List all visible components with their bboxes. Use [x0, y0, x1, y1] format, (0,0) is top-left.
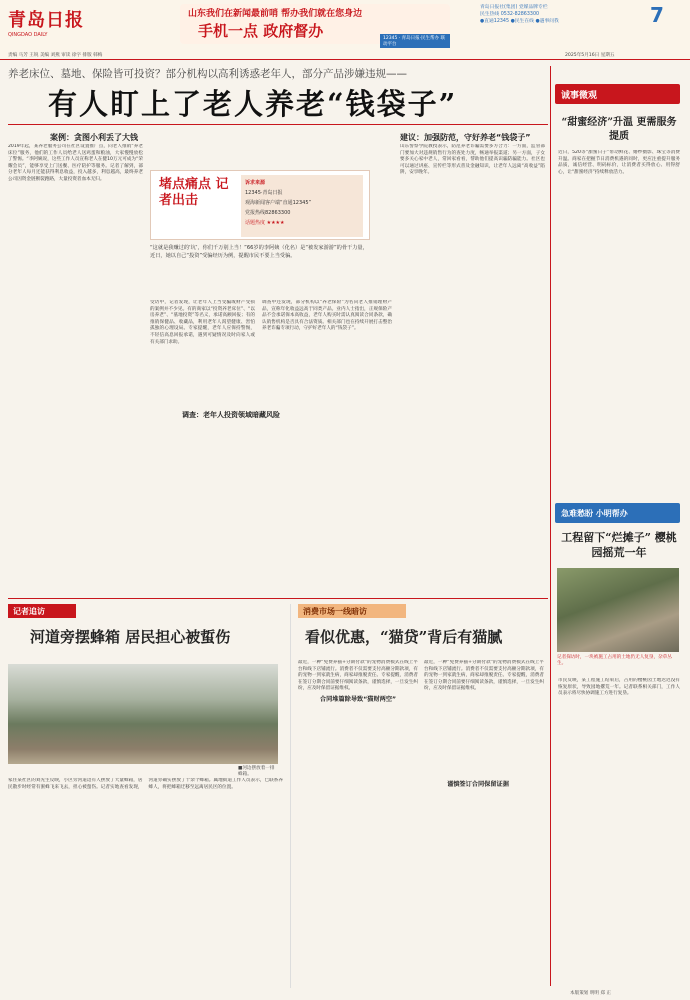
callout-source-title: 诉求来源: [245, 180, 266, 186]
consumer-tag: 消费市场一线暗访: [298, 604, 406, 618]
masthead: [0, 0, 690, 60]
column-divider: [550, 66, 551, 986]
lead-column-3: 调查中还发现，部分机构以“养老保险”为名向老人推销理财产品，宣称年化收益远高于同类产品。业内人士指出，正规保险产品不会承诺保本高收益，老年人购买时需认真阅读合同条款，确认销售机构是否具有合法资质。相关部门也在持续开展打击整治养老诈骗专项行动，守护好老年人的“钱袋子”。: [262, 300, 392, 332]
helpdesk-text: 市民反映，某工程施工结束后，占用的樱桃园土地迟迟没有恢复原状，导致园地撂荒一年。记者联系相关部门，工作人员表示将尽快协调施工方进行复垦。: [558, 678, 680, 697]
invest-subhead: 调查：老年人投资领域暗藏风险: [182, 411, 280, 419]
masthead-info: [480, 4, 610, 25]
cat-loan-text-1: 最近，一种“免费养猫+分期付款”的宠物消费模式在线上平台和线下店铺流行。消费者不仅需要支付高额分期款项，有的宠物一到家就生病，商家却推脱责任。专家提醒，消费者在签订分期合同前要仔细阅读条款，谨慎选择，一旦发生纠纷，应及时保留证据维权。: [298, 660, 418, 692]
commentary-text: 近日，520等“甜蜜日子”带动鲜花、婚纱摄影、珠宝等消费升温。商家在把握节日消费机遇的同时，更应注重提升服务品质，诚信经营、明码标价，让消费者买得放心、用得舒心，让“甜蜜经济”持续释放活力。: [558, 150, 680, 175]
orchard-photo: [557, 568, 679, 652]
lead-kicker: 养老床位、墓地、保险皆可投资？部分机构以高利诱惑老年人，部分产品涉嫌违规——: [8, 68, 407, 80]
lead-column-2: 受访中，记者发现，让老年人上当受骗或财产受损的案例并不少见。有的商家以“投资养老床位”、“以房养老”、“墓地投资”等名义，承诺高额回报；有的推销保健品、收藏品，利用老年人渴望健康、害怕孤独的心理设局。专家提醒，老年人应保持警惕，不轻信高息回报承诺，遇到可疑情况及时向家人或有关部门求助。: [150, 300, 255, 345]
divider: [8, 124, 548, 125]
orchard-photo-caption: 记者探访时，一块被施工占用的土地仍无人复垦，杂草丛生。: [557, 655, 672, 667]
lead-column-1: 2019年起，某养老服务公司在社区设置推广点，向老人推销“养老床位”服务，他们的工作人员给老人送鸡蛋和粮油，大家慢慢放松了警惕。“李阿姨说，这些工作人员宣称老人在健10万元可成为“荣耀会员”，能够享受上门送餐、医疗陪护等服务。记者了解到，部分老年人每月还能获得利息收益，投入越多，利息越高，最终养老公司因资金链断裂跑路，大量投资者血本无归。: [8, 144, 143, 182]
lead-quote: “这就是我赚过的‘坑’，你们千万别上当！”66岁的李阿姨（化名）是“被发家游游”的骨干力量，近日，她以自己“投资”受骗经历为例，提醒市民不要上当受骗。: [150, 245, 368, 259]
commentary-title: “甜蜜经济”升温 更需服务提质: [561, 117, 677, 142]
divider: [290, 604, 291, 988]
masthead-info-line3: ●直通12345 ●民生在线 ●遇事问我: [480, 19, 559, 24]
beehive-photo-caption: ■河边摆放着一排蜂箱。: [238, 766, 275, 777]
callout-source-line: 12345·青岛日报: [245, 190, 283, 196]
callout-source-line: 党报热线82863300: [245, 210, 291, 216]
banner-slogan: 山东我们在新闻最前哨 帮办我们就在您身边: [188, 9, 363, 19]
riverside-beehive-photo: [8, 664, 278, 764]
callout-panel: [150, 170, 370, 240]
beehive-headline: 河道旁摆蜂箱 居民担心被蜇伤: [30, 628, 231, 646]
helpdesk-title: 工程留下“烂摊子” 樱桃园摇荒一年: [561, 531, 677, 559]
helpdesk-header: 急难愁盼 小明帮办: [555, 503, 680, 523]
cat-loan-subhead-2: 谨慎签订合同保留证据: [447, 781, 509, 788]
callout-source-box: [241, 175, 363, 237]
divider: [8, 598, 548, 599]
cat-loan-text-2: 最近，一种“免费养猫+分期付款”的宠物消费模式在线上平台和线下店铺流行。消费者不仅需要支付高额分期款项，有的宠物一到家就生病，商家却推脱责任。专家提醒，消费者在签订分期合同前要仔细阅读条款，谨慎选择，一旦发生纠纷，应及时保留证据维权。: [424, 660, 544, 692]
callout-heat: 话题热度 ★★★★: [245, 220, 285, 226]
newspaper-logo-sub: QINGDAO DAILY: [8, 32, 48, 38]
case-subhead: 案例：贪图小利丢了大钱: [50, 133, 138, 142]
footer-credits: 本版策划 明明 郑 正: [570, 991, 612, 996]
banner-title: 手机一点 政府督办: [198, 22, 324, 40]
cat-loan-headline: 看似优惠，“猫贷”背后有猫腻: [305, 628, 503, 646]
masthead-info-line1: 青岛日报社(集团) 党媒品牌专栏: [480, 5, 548, 10]
commentary-header: 诚事微观: [555, 84, 680, 104]
beehive-text: 家住某社区的刘先生反映，小区旁河道边有人摆放了大量蜂箱，居民散步时经常有蜜蜂飞来飞去，担心被蜇伤。记者实地查看发现，河道旁确实摆放了十余个蜂箱。属地街道工作人员表示，已联系养蜂人，将把蜂箱迁移至远离居民区的位置。: [8, 778, 283, 790]
page-number: 7: [650, 3, 664, 27]
dateline-date: 2025年5月16日 星期五: [565, 53, 615, 58]
masthead-banner: [180, 4, 450, 47]
callout-source-line: 观海新闻客户端“直通12345”: [245, 200, 312, 206]
cat-loan-subhead-1: 合同堆篇除导致“猫财两空”: [319, 696, 397, 703]
callout-tag: 堵点痛点 记者出击: [159, 177, 229, 208]
newspaper-logo: 青岛日报: [8, 10, 84, 31]
followup-tag: 记者追访: [8, 604, 76, 618]
advice-subhead: 建议：加强防范，守好养老“钱袋子”: [400, 133, 531, 142]
lead-headline: 有人盯上了老人养老“钱袋子”: [48, 87, 458, 121]
masthead-info-line2: 民生热线 0532-82863300: [480, 12, 540, 17]
banner-note: 12345 · 青岛日报·民生帮办 联动平台: [380, 34, 450, 48]
dateline-editors: 责编 马芳 王锐 美编 刘燕 审读 徐字 排版 韩梅: [8, 53, 103, 58]
lead-column-4: 山东警察学院教授表示，防范养老诈骗需要多方合力：一方面，监管部门要加大对违规销售行为的查处力度，畅通举报渠道；另一方面，子女要多关心家中老人，常回家看看，帮助他们提高识骗防骗能力。社区也可以通过讲座、宣传栏等形式普及金融知识，让老年人远离“高收益”陷阱，安享晚年。: [400, 144, 545, 176]
